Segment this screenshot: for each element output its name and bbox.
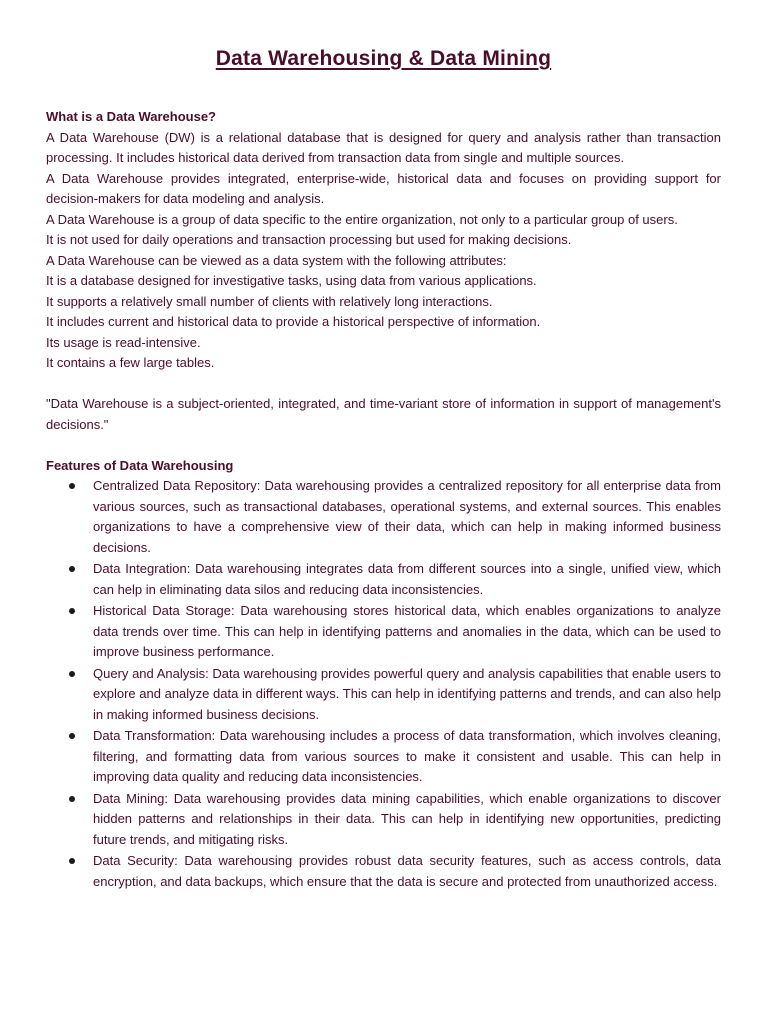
paragraph: It is not used for daily operations and transaction processing but used for making decisions. [46,232,572,247]
list-item [46,789,721,851]
bullet-icon [69,483,75,489]
bullet-icon [69,608,75,614]
paragraph: It supports a relatively small number of clients with relatively long interactions. [46,293,493,309]
spacer [46,435,721,456]
list-item [46,476,721,558]
list-item-text: Data Security: Data warehousing provides robust data security features, such as access controls, data encryption, and data backups, which ensure that the data is secure and protected from unauthorized access. [93,853,721,889]
list-item-text: Data Transformation: Data warehousing includes a process of data transformation, which involves cleaning, filtering, and formatting data from various sources to make it consistent and usable. This can help in improving data quality and reducing data inconsistencies. [93,728,721,784]
bullet-icon [69,858,75,864]
paragraph: A Data Warehouse can be viewed as a data system with the following attributes: [46,252,507,268]
bullet-icon [69,566,75,572]
paragraph: It contains a few large tables. [46,355,215,370]
list-item [46,559,721,600]
definition-quote: "Data Warehouse is a subject-oriented, integrated, and time-variant store of information in support of management's decisions." [46,396,721,432]
bullet-icon [69,671,75,677]
list-item-text: Query and Analysis: Data warehousing provides powerful query and analysis capabilities that enable users to explore and analyze data in different ways. This can help in identifying patterns and trends, and can also help in making informed business decisions. [93,665,721,722]
paragraph: Its usage is read-intensive. [46,334,201,350]
paragraph: It is a database designed for investigative tasks, using data from various applications. [46,273,537,288]
paragraph: A Data Warehouse (DW) is a relational database that is designed for query and analysis rather than transaction processing. It includes historical data derived from transaction data from single and multiple sources. [46,129,721,165]
list-item [46,851,721,892]
list-item [46,601,721,663]
section-heading-what-is-dw: What is a Data Warehouse? [46,109,216,124]
paragraph: A Data Warehouse is a group of data specific to the entire organization, not only to a particular group of users. [46,211,678,227]
section-heading-features: Features of Data Warehousing [46,457,234,473]
list-item [46,726,721,788]
features-list [46,476,721,892]
document-title: Data Warehousing & Data Mining [215,47,552,70]
bullet-icon [69,796,75,802]
paragraph: A Data Warehouse provides integrated, enterprise-wide, historical data and focuses on providing support for decision-makers for data modeling and analysis. [46,170,721,206]
list-item-text: Data Mining: Data warehousing provides data mining capabilities, which enable organizations to discover hidden patterns and relationships in their data. This can help in identifying new opportunities, predicting future trends, and mitigating risks. [93,790,721,847]
list-item-text: Data Integration: Data warehousing integrates data from different sources into a single, unified view, which can help in eliminating data silos and reducing data inconsistencies. [93,561,721,597]
paragraph: It includes current and historical data to provide a historical perspective of information. [46,314,541,329]
list-item [46,664,721,726]
document-page [46,40,721,893]
list-item-text: Centralized Data Repository: Data warehousing provides a centralized repository for all enterprise data from various sources, such as transactional databases, operational systems, and external sources. This enables organizations to have a comprehensive view of their data, which can help in making informed business decisions. [93,478,721,555]
bullet-icon [69,733,75,739]
spacer [46,374,721,395]
list-item-text: Historical Data Storage: Data warehousing stores historical data, which enables organizations to analyze data trends over time. This can help in identifying patterns and anomalies in the data, which can be used to improve business performance. [93,603,721,659]
